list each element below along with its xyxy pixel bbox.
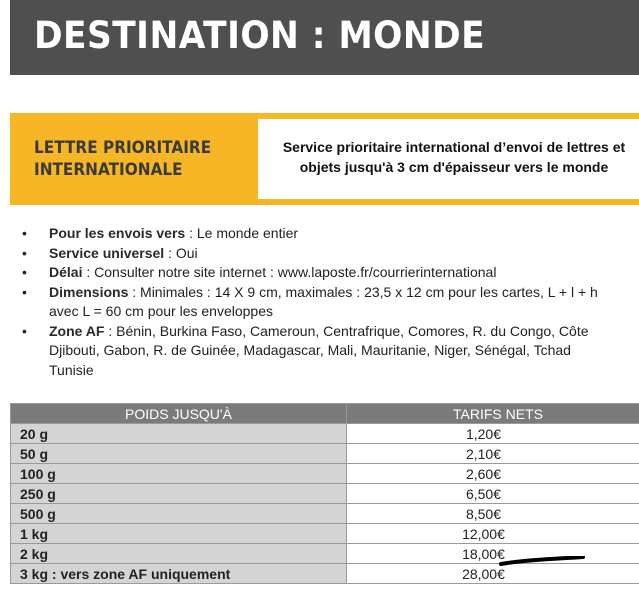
weight-cell: 2 kg	[11, 544, 347, 564]
table-row	[11, 464, 639, 484]
table-row	[11, 504, 639, 524]
table-row	[11, 444, 639, 464]
weight-cell: 250 g	[11, 484, 347, 504]
price-cell: 2,60€	[346, 464, 639, 484]
bullet-icon: •	[22, 225, 27, 241]
product-desc-line2: objets jusqu'à 3 cm d'épaisseur vers le monde	[299, 159, 609, 175]
bullet-icon: •	[22, 264, 27, 280]
header-banner	[10, 0, 639, 75]
info-continuation-2: Tunisie	[49, 361, 94, 378]
product-name-line1: LETTRE PRIORITAIRE	[34, 138, 212, 158]
table-row	[11, 524, 639, 544]
column-header-price: TARIFS NETS	[346, 404, 639, 424]
info-item-delay	[20, 263, 639, 283]
info-continuation: avec L = 60 cm pour les enveloppes	[49, 303, 274, 319]
weight-cell: 1 kg	[11, 524, 347, 544]
price-cell: 12,00€	[346, 524, 639, 544]
info-label: Zone AF	[49, 322, 105, 339]
weight-cell: 3 kg : vers zone AF uniquement	[11, 564, 347, 584]
table-row	[11, 564, 639, 584]
price-cell: 6,50€	[346, 484, 639, 504]
info-item-dimensions	[20, 283, 639, 322]
info-label: Dimensions	[49, 283, 129, 300]
product-description	[264, 137, 639, 177]
price-cell: 1,20€	[346, 424, 639, 444]
product-desc-line1: Service prioritaire international d’envoi de lettres et	[282, 139, 626, 155]
page-title: DESTINATION : MONDE	[34, 14, 486, 57]
product-name-line2: INTERNATIONALE	[34, 160, 183, 180]
price-cell: 8,50€	[346, 504, 639, 524]
bullet-icon: •	[22, 322, 27, 339]
info-item-service	[20, 244, 639, 264]
price-cell: 18,00€	[346, 544, 639, 564]
info-text: : Bénin, Burkina Faso, Cameroun, Centrafrique, Comores, R. du Congo, Côte	[104, 322, 589, 339]
table-row	[11, 484, 639, 504]
info-text: : Le monde entier	[185, 225, 299, 241]
info-label: Service universel	[49, 244, 165, 261]
info-text: : Minimales : 14 X 9 cm, maximales : 23,5 x 12 cm pour les cartes, L + l + h	[128, 283, 598, 300]
info-label: Pour les envois vers	[49, 225, 186, 241]
info-label: Délai	[49, 264, 83, 280]
price-cell: 28,00€	[346, 564, 639, 584]
product-description-box	[258, 119, 639, 199]
bullet-icon: •	[22, 283, 27, 300]
product-panel	[10, 113, 639, 205]
info-list	[20, 224, 639, 380]
bullet-icon: •	[22, 244, 27, 261]
info-item-destination	[20, 224, 639, 244]
weight-cell: 50 g	[11, 444, 347, 464]
weight-cell: 500 g	[11, 504, 347, 524]
table-header-row	[11, 404, 639, 424]
product-name	[34, 137, 232, 181]
column-header-weight: POIDS JUSQU'À	[11, 404, 347, 424]
info-item-zone	[20, 322, 639, 381]
table-row	[11, 424, 639, 444]
info-text: : Oui	[164, 244, 198, 261]
price-cell: 2,10€	[346, 444, 639, 464]
handwritten-strike-mark	[499, 556, 585, 566]
weight-cell: 100 g	[11, 464, 347, 484]
weight-cell: 20 g	[11, 424, 347, 444]
info-continuation: Djibouti, Gabon, R. de Guinée, Madagascar, Mali, Mauritanie, Niger, Sénégal, Tchad	[49, 342, 571, 358]
info-text: : Consulter notre site internet : www.laposte.fr/courrierinternational	[82, 264, 497, 280]
